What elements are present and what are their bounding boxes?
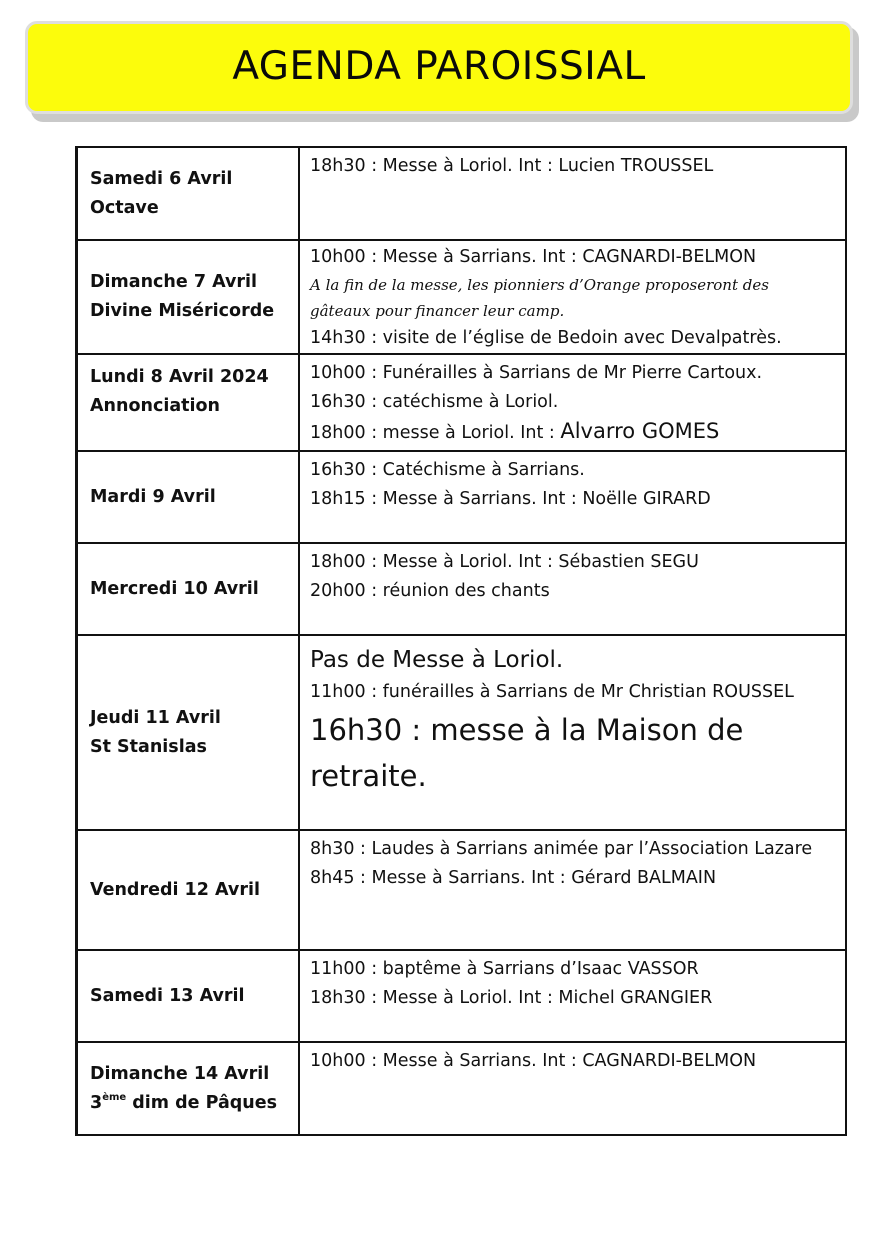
day-label: Lundi 8 Avril 2024: [90, 367, 269, 387]
event-line: 11h00 : baptême à Sarrians d’Isaac VASSOR: [310, 959, 699, 979]
event-line: 10h00 : Messe à Sarrians. Int : CAGNARDI-BELMON: [310, 1051, 757, 1071]
events-cell: [299, 240, 846, 354]
day-cell: [77, 147, 300, 240]
day-cell: [77, 1042, 300, 1135]
day-cell: [77, 354, 300, 451]
event-line: 18h15 : Messe à Sarrians. Int : Noëlle GIRARD: [310, 489, 711, 509]
event-line: 18h30 : Messe à Loriol. Int : Lucien TROUSSEL: [310, 156, 714, 176]
day-label: Samedi 6 Avril: [90, 168, 233, 189]
day-label: Jeudi 11 Avril: [90, 707, 221, 728]
agenda-row-dimanche-14: [77, 1042, 847, 1135]
page-title: AGENDA PAROISSIAL: [232, 44, 646, 89]
agenda-row-mercredi-10: [77, 543, 847, 635]
feast-superscript: ème: [102, 1091, 127, 1103]
event-highlight: 16h30 : messe à la Maison de retraite.: [310, 713, 744, 793]
events-cell: [299, 147, 846, 240]
event-text: 18h00 : messe à Loriol. Int :: [310, 423, 561, 443]
event-note-line: gâteaux pour financer leur camp.: [310, 302, 565, 320]
day-label: Dimanche 7 Avril: [90, 272, 258, 292]
agenda-row-dimanche-7: [77, 240, 847, 354]
agenda-row-jeudi-11: [77, 635, 847, 830]
events-cell: [299, 830, 846, 950]
feast-label: [90, 1089, 298, 1118]
title-banner: [25, 21, 853, 114]
day-cell: [77, 451, 300, 543]
day-label: Mercredi 10 Avril: [90, 578, 259, 599]
day-label: Vendredi 12 Avril: [90, 879, 260, 900]
event-line: 8h30 : Laudes à Sarrians animée par l’Association Lazare: [310, 839, 813, 859]
event-line: 8h45 : Messe à Sarrians. Int : Gérard BALMAIN: [310, 868, 717, 888]
feast-label: Divine Miséricorde: [90, 301, 275, 321]
day-cell: [77, 635, 300, 830]
agenda-row-samedi-13: [77, 950, 847, 1042]
feast-number: 3: [90, 1092, 103, 1113]
event-line: 16h30 : Catéchisme à Sarrians.: [310, 460, 585, 480]
event-line: 20h00 : réunion des chants: [310, 581, 550, 601]
feast-label: Annonciation: [90, 396, 220, 416]
day-cell: [77, 240, 300, 354]
agenda-row-lundi-8: [77, 354, 847, 451]
agenda-row-samedi-6: [77, 147, 847, 240]
feast-label: St Stanislas: [90, 736, 207, 757]
intention-name: Alvarro GOMES: [560, 419, 720, 443]
event-line: 11h00 : funérailles à Sarrians de Mr Christian ROUSSEL: [310, 682, 794, 702]
event-line: [310, 417, 837, 448]
event-line: 14h30 : visite de l’église de Bedoin avec Devalpatrès.: [310, 328, 782, 348]
events-cell: [299, 451, 846, 543]
feast-text: dim de Pâques: [126, 1092, 278, 1113]
event-line: 10h00 : Funérailles à Sarrians de Mr Pierre Cartoux.: [310, 363, 763, 383]
day-label: Dimanche 14 Avril: [90, 1063, 270, 1084]
event-line: 16h30 : catéchisme à Loriol.: [310, 392, 559, 412]
day-label: Mardi 9 Avril: [90, 486, 216, 507]
event-headline: Pas de Messe à Loriol.: [310, 647, 564, 673]
day-label: Samedi 13 Avril: [90, 985, 245, 1006]
day-cell: [77, 543, 300, 635]
agenda-row-mardi-9: [77, 451, 847, 543]
event-line: 10h00 : Messe à Sarrians. Int : CAGNARDI-BELMON: [310, 247, 757, 267]
events-cell: [299, 1042, 846, 1135]
events-cell: [299, 950, 846, 1042]
event-note-line: A la fin de la messe, les pionniers d’Orange proposeront des: [310, 276, 769, 294]
events-cell: [299, 635, 846, 830]
day-cell: [77, 950, 300, 1042]
event-line: 18h30 : Messe à Loriol. Int : Michel GRANGIER: [310, 988, 713, 1008]
feast-label: Octave: [90, 197, 159, 218]
day-cell: [77, 830, 300, 950]
agenda-table: [75, 146, 847, 1136]
agenda-row-vendredi-12: [77, 830, 847, 950]
events-cell: [299, 354, 846, 451]
event-line: 18h00 : Messe à Loriol. Int : Sébastien SEGU: [310, 552, 699, 572]
events-cell: [299, 543, 846, 635]
